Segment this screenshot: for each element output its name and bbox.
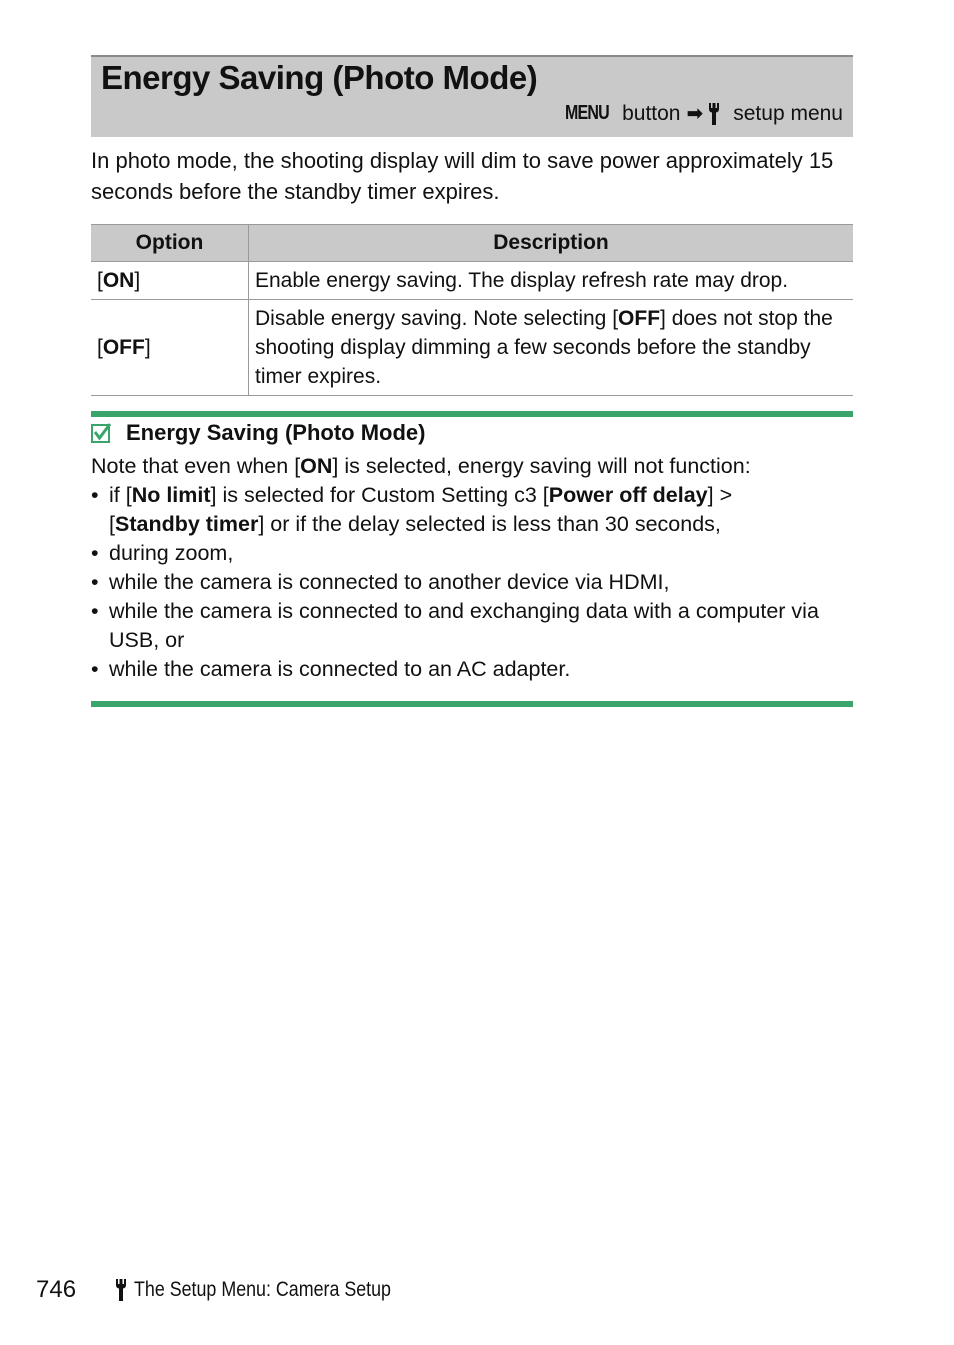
item-bold: Power off delay [548,483,708,507]
table-row [91,262,853,300]
list-item [91,597,853,655]
list-item [91,481,853,539]
options-table [91,224,853,396]
page-number: 746 [36,1276,77,1303]
item-text: ] is selected for Custom Setting c3 [ [210,483,549,507]
item-text: while the camera is connected to another device via HDMI, [109,570,670,594]
wrench-icon [707,102,721,126]
list-item [91,539,853,568]
note-heading [91,420,425,446]
table-header-row [91,225,853,262]
bullet: • [91,483,99,507]
item-text: while the camera is connected to an AC adapter. [109,657,571,681]
item-bold: Standby timer [114,512,259,536]
note-lead [91,452,853,481]
wrench-icon [114,1277,128,1303]
description-bold: OFF [618,307,661,330]
bullet: • [91,657,99,681]
note-lead-text: ] is selected, energy saving will not function: [332,454,751,478]
path-menu-label: setup menu [733,101,843,125]
description-cell: Enable energy saving. The display refresh rate may drop. [249,262,854,300]
note-bottom-rule [91,701,853,707]
description-text: ] does not stop the shooting display dimming a few seconds before the standby timer expires. [255,307,833,388]
path-button-label: button [622,101,681,125]
checkmark-icon [91,423,111,443]
path-arrow-icon: ➡ [686,103,704,125]
bullet: • [91,599,99,623]
note-lead-text: Note that even when [ [91,454,301,478]
table-row [91,300,853,396]
note-body [91,452,853,684]
bullet: • [91,541,99,565]
note-list [91,481,853,684]
list-item [91,655,853,684]
option-cell: [OFF] [91,300,249,396]
title-block [91,55,853,137]
chapter-title: The Setup Menu: Camera Setup [134,1278,392,1301]
menu-button-icon: MENU [565,102,610,124]
list-item [91,568,853,597]
page-footer [36,1276,436,1304]
item-text: [ [109,512,115,536]
item-bold: No limit [131,483,211,507]
item-text: if [ [109,483,132,507]
option-off: OFF [102,336,145,359]
note-top-rule [91,411,853,417]
bullet: • [91,570,99,594]
item-text: during zoom, [109,541,234,565]
note-title: Energy Saving (Photo Mode) [126,420,426,445]
description-text: Disable energy saving. Note selecting [ [255,307,619,330]
item-text: ] > [707,483,733,507]
column-header-option: Option [91,225,249,262]
description-cell [249,300,854,396]
column-header-description: Description [249,225,854,262]
menu-path [565,101,843,126]
note-lead-bold: ON [300,454,333,478]
option-cell: [ON] [91,262,249,300]
item-text: ] or if the delay selected is less than 30 seconds, [258,512,721,536]
option-on: ON [102,269,135,292]
item-text: while the camera is connected to and exchanging data with a computer via USB, or [109,599,819,652]
page-title: Energy Saving (Photo Mode) [101,59,538,96]
intro-paragraph: In photo mode, the shooting display will dim to save power approximately 15 seconds before the standby timer expires. [91,148,834,204]
